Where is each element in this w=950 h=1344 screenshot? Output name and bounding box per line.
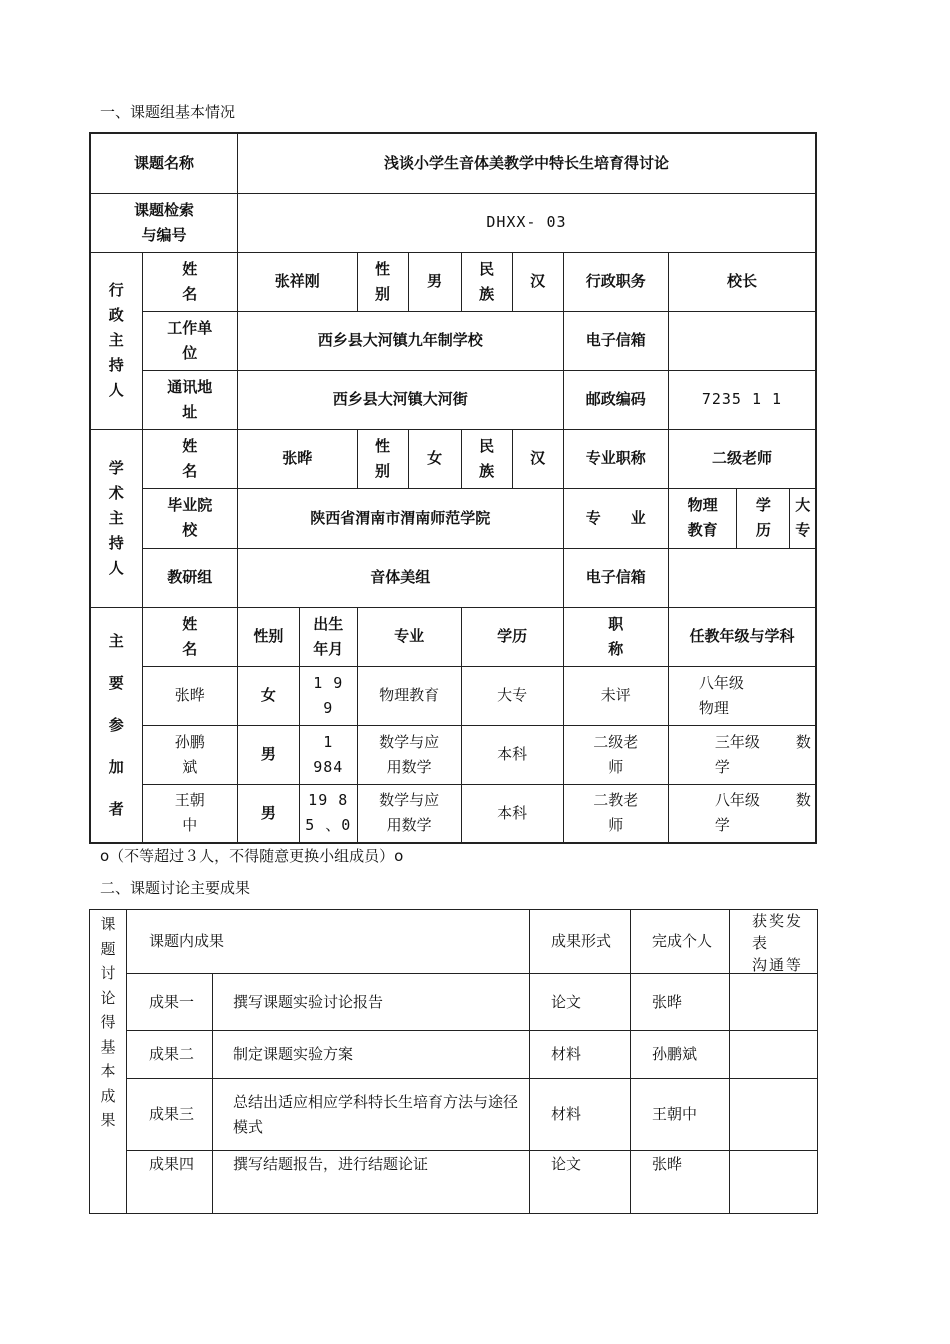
results-header-content: 课题内成果	[127, 910, 530, 974]
members-header-edu: 学历	[461, 607, 563, 666]
member-title: 二教老 师	[563, 784, 668, 843]
member-subject-name: 物理	[698, 698, 729, 717]
academic-gender-label: 性 别	[357, 429, 408, 488]
admin-position: 校长	[668, 252, 816, 311]
member-birth: 1 9 9	[299, 666, 357, 725]
admin-position-label: 行政职务	[563, 252, 668, 311]
member-major: 物理教育	[357, 666, 461, 725]
results-header-form: 成果形式	[530, 910, 631, 974]
basic-info-table	[89, 132, 817, 844]
result-form: 论文	[530, 1151, 631, 1214]
academic-edu-label: 学 历	[737, 489, 790, 548]
member-grade: 三年级	[714, 732, 760, 751]
result-person: 孙鹏斌	[631, 1031, 730, 1079]
academic-email-label: 电子信箱	[563, 548, 668, 607]
member-edu: 本科	[461, 725, 563, 784]
results-header-award: 获奖发 表 沟通等	[730, 910, 818, 974]
result-row	[90, 974, 818, 1031]
project-name: 浅谈小学生音体美教学中特长生培育得讨论	[237, 133, 816, 193]
section1-heading: 一、课题组基本情况	[100, 103, 236, 121]
academic-gender: 女	[408, 429, 461, 488]
result-content: 撰写结题报告，进行结题论证	[213, 1151, 530, 1214]
member-name: 孙鹏 斌	[142, 725, 237, 784]
member-gender: 女	[237, 666, 299, 725]
member-name: 王朝 中	[142, 784, 237, 843]
member-subject	[668, 784, 816, 843]
member-title: 未评	[563, 666, 668, 725]
project-name-label: 课题名称	[90, 133, 237, 193]
result-form: 材料	[530, 1079, 631, 1151]
result-person: 张晔	[631, 1151, 730, 1214]
academic-major-edu-cell	[668, 488, 816, 548]
members-note: ο（不等超过３人，不得随意更换小组成员）ο	[100, 847, 404, 865]
members-header-name: 姓 名	[142, 607, 237, 666]
result-award	[730, 1031, 818, 1079]
results-table	[89, 909, 818, 1214]
admin-workplace-label: 工作单 位	[142, 311, 237, 370]
member-edu: 本科	[461, 784, 563, 843]
member-major: 数学与应 用数学	[357, 725, 461, 784]
admin-gender: 男	[408, 252, 461, 311]
academic-school-label: 毕业院 校	[142, 488, 237, 548]
result-content: 总结出适应相应学科特长生培育方法与途径模式	[213, 1079, 530, 1151]
member-name: 张晔	[142, 666, 237, 725]
admin-name-label: 姓 名	[142, 252, 237, 311]
member-grade: 八年级	[714, 791, 760, 810]
academic-title: 二级老师	[668, 429, 816, 488]
members-header-subject: 任教年级与学科	[668, 607, 816, 666]
result-label: 成果一	[127, 974, 213, 1031]
academic-group-label: 教研组	[142, 548, 237, 607]
member-row	[90, 784, 816, 843]
result-form: 论文	[530, 974, 631, 1031]
member-subject	[668, 666, 816, 725]
admin-postcode: 7235 1 1	[668, 370, 816, 429]
member-major: 数学与应 用数学	[357, 784, 461, 843]
result-form: 材料	[530, 1031, 631, 1079]
academic-group: 音体美组	[237, 548, 563, 607]
academic-major: 物理 教育	[669, 489, 737, 548]
index-label: 课题检索 与编号	[90, 193, 237, 252]
members-header-title: 职 称	[563, 607, 668, 666]
member-grade: 八年级	[698, 673, 744, 692]
results-header-person: 完成个人	[631, 910, 730, 974]
admin-postcode-label: 邮政编码	[563, 370, 668, 429]
result-row	[90, 1151, 818, 1214]
result-award	[730, 974, 818, 1031]
academic-ethnic-label: 民 族	[461, 429, 512, 488]
academic-host-label: 学 术 主 持 人	[90, 429, 142, 607]
academic-ethnic: 汉	[512, 429, 563, 488]
member-gender: 男	[237, 784, 299, 843]
admin-address: 西乡县大河镇大河街	[237, 370, 563, 429]
result-label: 成果四	[127, 1151, 213, 1214]
members-header-major: 专业	[357, 607, 461, 666]
admin-email-label: 电子信箱	[563, 311, 668, 370]
academic-name-label: 姓 名	[142, 429, 237, 488]
academic-title-label: 专业职称	[563, 429, 668, 488]
member-edu: 大专	[461, 666, 563, 725]
member-subject	[668, 725, 816, 784]
admin-address-label: 通讯地 址	[142, 370, 237, 429]
member-birth: 1 984	[299, 725, 357, 784]
section2-heading: 二、课题讨论主要成果	[100, 879, 251, 897]
result-person: 张晔	[631, 974, 730, 1031]
admin-email	[668, 311, 816, 370]
result-label: 成果二	[127, 1031, 213, 1079]
member-gender: 男	[237, 725, 299, 784]
results-side-label: 课 题 讨 论 得 基 本 成 果	[90, 910, 127, 1214]
member-birth: 19 8 5 、0	[299, 784, 357, 843]
members-header-gender: 性别	[237, 607, 299, 666]
member-subject-name: 数学	[714, 791, 811, 835]
result-label: 成果三	[127, 1079, 213, 1151]
members-label: 主 要 参 加 者	[90, 607, 142, 843]
admin-host-label: 行 政 主 持 人	[90, 252, 142, 429]
member-title: 二级老 师	[563, 725, 668, 784]
result-award	[730, 1079, 818, 1151]
academic-email	[668, 548, 816, 607]
member-row	[90, 666, 816, 725]
result-content: 撰写课题实验讨论报告	[213, 974, 530, 1031]
academic-name: 张晔	[237, 429, 357, 488]
member-subject-name: 数学	[714, 732, 811, 776]
academic-edu: 大专	[795, 496, 811, 539]
admin-gender-label: 性 别	[357, 252, 408, 311]
member-row	[90, 725, 816, 784]
admin-ethnic-label: 民 族	[461, 252, 512, 311]
result-content: 制定课题实验方案	[213, 1031, 530, 1079]
result-award	[730, 1151, 818, 1214]
members-header-birth: 出生 年月	[299, 607, 357, 666]
index-value: DHXX- 03	[237, 193, 816, 252]
academic-major-label: 专 业	[563, 488, 668, 548]
admin-workplace: 西乡县大河镇九年制学校	[237, 311, 563, 370]
academic-school: 陕西省渭南市渭南师范学院	[237, 488, 563, 548]
result-row	[90, 1079, 818, 1151]
result-row	[90, 1031, 818, 1079]
admin-name: 张祥刚	[237, 252, 357, 311]
result-person: 王朝中	[631, 1079, 730, 1151]
admin-ethnic: 汉	[512, 252, 563, 311]
